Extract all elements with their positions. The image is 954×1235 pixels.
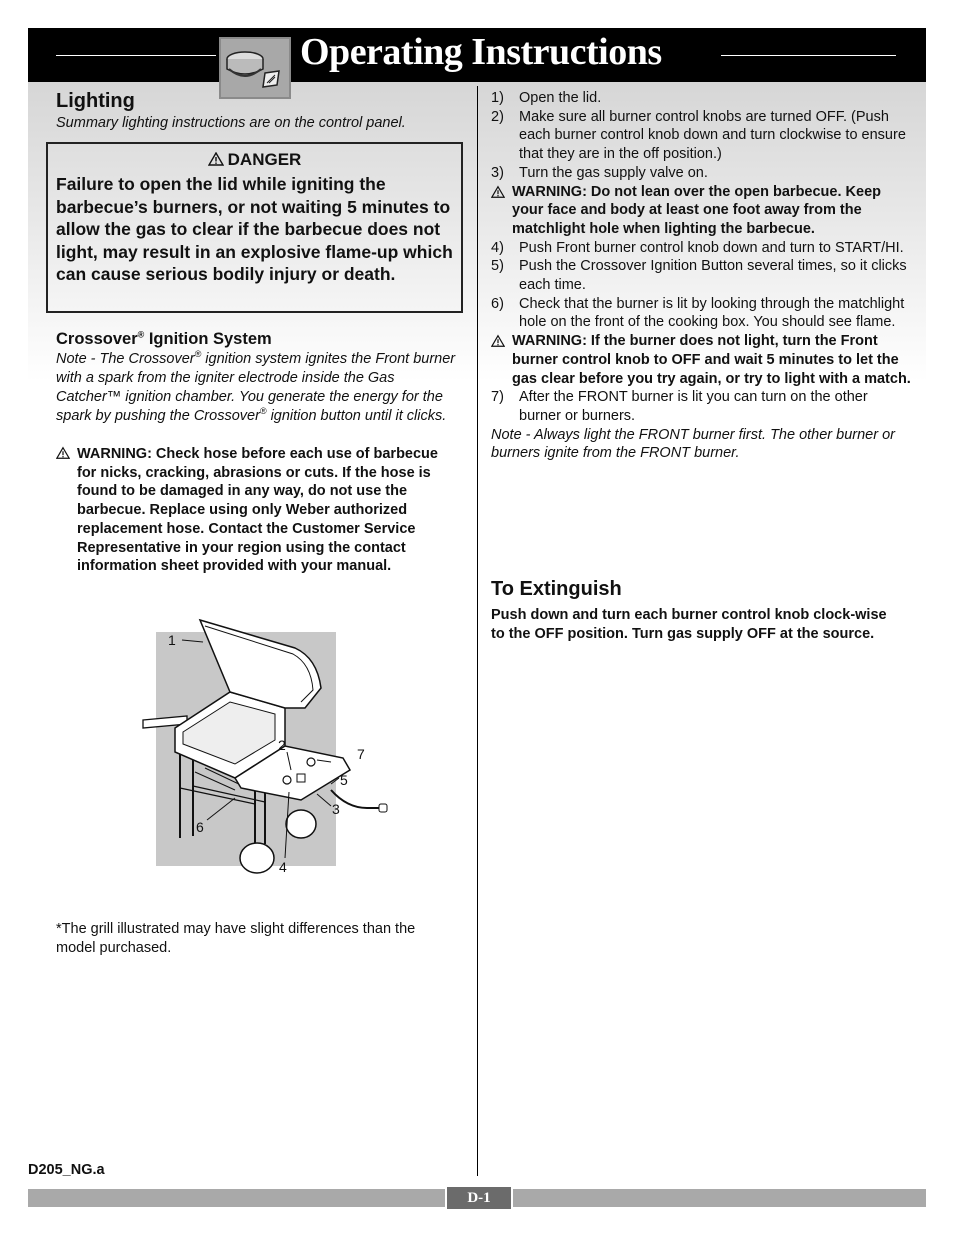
lighting-summary: Summary lighting instructions are on the control panel. xyxy=(56,115,406,131)
header-rule-right xyxy=(721,55,896,56)
step-text: After the FRONT burner is lit you can turn on the other burner or burners. xyxy=(519,389,868,424)
danger-title-text: DANGER xyxy=(227,150,302,169)
step-text: Open the lid. xyxy=(519,90,602,106)
page-number: D-1 xyxy=(445,1187,513,1209)
figure-label: 4 xyxy=(279,859,287,875)
step-item xyxy=(491,164,911,183)
step-number: 1) xyxy=(491,90,504,106)
step-item xyxy=(491,89,911,108)
step-item xyxy=(491,108,911,164)
lighting-heading: Lighting xyxy=(56,90,135,112)
crossover-note xyxy=(56,350,461,426)
step-item xyxy=(491,257,911,294)
step-text: Make sure all burner control knobs are turned OFF. (Push each burner control knob down and turn clockwise to ensure that they are in the off position.) xyxy=(519,108,906,163)
step-item xyxy=(491,239,911,258)
step-item xyxy=(491,388,911,425)
crossover-heading-rest: Ignition System xyxy=(144,330,272,348)
figure-label: 2 xyxy=(278,737,286,753)
step-number: 5) xyxy=(491,258,504,275)
crossover-heading xyxy=(56,329,272,349)
crossover-note-part2: ignition system ignites the Front burner with a spark from the igniter electrode inside the Gas Catcher™ ignition chamber. You generate the energy for the spark by pushing the Crossover xyxy=(56,351,456,424)
step-number: 2) xyxy=(491,108,504,125)
warning-triangle-icon xyxy=(56,446,70,460)
crossover-heading-text: Crossover xyxy=(56,330,138,348)
step-text: Push Front burner control knob down and turn to START/HI. xyxy=(519,239,904,256)
grill-illustration xyxy=(135,612,395,882)
figure-footnote: *The grill illustrated may have slight differences than the model purchased. xyxy=(56,921,416,956)
figure-label: 7 xyxy=(357,746,365,762)
registered-mark: ® xyxy=(194,349,202,360)
grill-lid-icon xyxy=(219,37,291,99)
document-code: D205_NG.a xyxy=(28,1162,105,1178)
steps-note: Note - Always light the FRONT burner first. The other burner or burners ignite from the FRONT burner. xyxy=(491,426,895,462)
warning-triangle-icon xyxy=(491,334,505,348)
step-text: Push the Crossover Ignition Button several times, so it clicks each time. xyxy=(519,258,907,294)
crossover-note-part3: ignition button until it clicks. xyxy=(266,408,447,424)
step-text: Check that the burner is lit by looking through the matchlight hole on the front of the cooking box. You should see flame. xyxy=(519,295,905,331)
registered-mark: ® xyxy=(259,406,267,417)
header-rule-left xyxy=(56,55,216,56)
warning-triangle-icon xyxy=(491,185,505,199)
step-number: 4) xyxy=(491,239,504,256)
page-title: Operating Instructions xyxy=(300,31,662,73)
figure-label: 5 xyxy=(340,772,348,788)
danger-box xyxy=(46,142,463,313)
figure-label: 6 xyxy=(196,819,204,835)
page-header xyxy=(28,28,926,82)
lighting-steps xyxy=(491,89,911,463)
hose-warning xyxy=(56,445,461,576)
step-number: 3) xyxy=(491,164,504,181)
extinguish-body: Push down and turn each burner control knob clock-wise to the OFF position. Turn gas supply OFF at the source. xyxy=(491,607,887,642)
hose-warning-text: WARNING: Check hose before each use of barbecue for nicks, cracking, abrasions or cuts. If the hose is found to be damaged in any way, do not use the barbecue. Replace using only Weber authorized replacement hose. Contact the Customer Service Representative in your region using the contact information sheet provided with your manual. xyxy=(77,446,438,575)
extinguish-heading: To Extinguish xyxy=(491,578,622,600)
step-number: 7) xyxy=(491,389,504,406)
danger-body: Failure to open the lid while igniting the barbecue’s burners, or not waiting 5 minutes to allow the gas to clear if the barbecue does not light, may result in an explosive flame-up which can cause serious bodily injury or death. xyxy=(56,174,453,284)
crossover-note-part1: Note - The Crossover xyxy=(56,351,195,367)
no-light-warning xyxy=(491,332,911,388)
warning-triangle-icon xyxy=(208,152,224,166)
warning-text: WARNING: If the burner does not light, turn the Front burner control knob to OFF and wait 5 minutes to let the gas clear before you try again, or try to light with a match. xyxy=(512,333,911,387)
step-item xyxy=(491,295,911,332)
warning-text: WARNING: Do not lean over the open barbecue. Keep your face and body at least one foot away from the matchlight hole when lighting the barbecue. xyxy=(512,183,881,237)
step-number: 6) xyxy=(491,295,504,312)
figure-label: 1 xyxy=(168,632,176,648)
column-divider xyxy=(477,86,478,1176)
lean-warning xyxy=(491,183,911,239)
step-text: Turn the gas supply valve on. xyxy=(519,164,708,181)
registered-mark: ® xyxy=(137,329,145,340)
danger-title xyxy=(48,150,461,170)
figure-label: 3 xyxy=(332,801,340,817)
